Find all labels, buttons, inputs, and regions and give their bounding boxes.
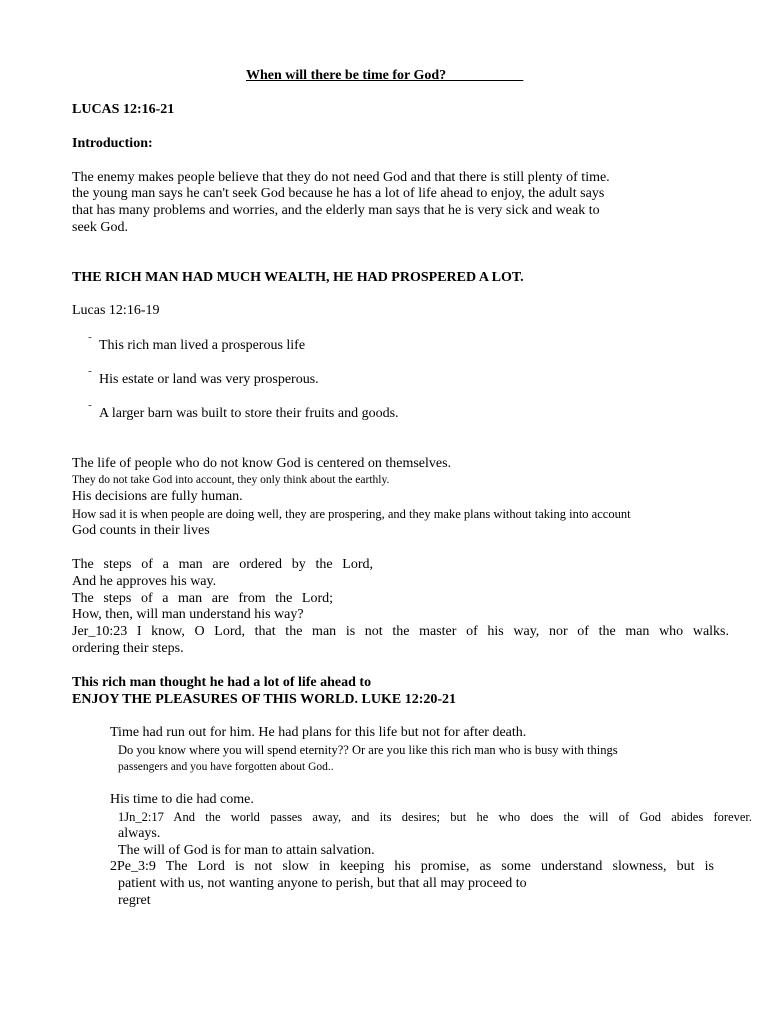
intro-line: that has many problems and worries, and the elderly man says that he is very sick and weak to <box>72 203 600 218</box>
list-item-main: 2Pe_3:9 The Lord is not slow in keeping his promise, as some understand slowness, but is <box>110 859 714 874</box>
list-item-sub: The will of God is for man to attain salvation. <box>118 843 375 858</box>
bullet-marker: ˜ <box>88 335 92 347</box>
section2-heading-line: ENJOY THE PLEASURES OF THIS WORLD. LUKE 12:20-21 <box>72 692 457 707</box>
scripture-reference: LUCAS 12:16-21 <box>72 102 175 117</box>
intro-line: The enemy makes people believe that they do not need God and that there is still plenty of time. <box>72 170 610 185</box>
bullet-item: This rich man lived a prosperous life <box>99 338 306 353</box>
paragraph-line: They do not take God into account, they only think about the earthly. <box>72 474 390 486</box>
paragraph-line: How sad it is when people are doing well, they are prospering, and they make plans without taking into account <box>72 507 631 521</box>
section2-heading-line: This rich man thought he had a lot of life ahead to <box>72 675 372 690</box>
document-title <box>246 68 523 84</box>
bullet-item: His estate or land was very prosperous. <box>99 372 319 387</box>
list-item-sub: patient with us, not wanting anyone to perish, but that all may proceed to <box>118 876 527 891</box>
verse-line: The steps of a man are ordered by the Lord, <box>72 557 373 572</box>
list-item-main: Time had run out for him. He had plans for this life but not for after death. <box>110 725 527 740</box>
bullet-item: A larger barn was built to store their fruits and goods. <box>99 406 399 421</box>
verse-line: And he approves his way. <box>72 574 217 589</box>
verse-line: Jer_10:23 I know, O Lord, that the man is not the master of his way, nor of the man who walks. <box>72 624 729 639</box>
verse-line: ordering their steps. <box>72 641 184 656</box>
list-item-sub: always. <box>118 826 161 841</box>
title-underline-trail: ___________ <box>446 68 524 83</box>
intro-line: seek God. <box>72 220 128 235</box>
verse-line: How, then, will man understand his way? <box>72 607 304 622</box>
intro-line: the young man says he can't seek God because he has a lot of life ahead to enjoy, the adult says <box>72 186 605 201</box>
list-item-sub: 1Jn_2:17 And the world passes away, and its desires; but he who does the will of God abides forever. <box>118 810 752 824</box>
bullet-marker: ˜ <box>88 403 92 415</box>
intro-heading: Introduction: <box>72 136 153 151</box>
list-item-sub: Do you know where you will spend eternity?? Or are you like this rich man who is busy with things <box>118 743 618 757</box>
section1-reference: Lucas 12:16-19 <box>72 303 160 318</box>
verse-line: The steps of a man are from the Lord; <box>72 591 333 606</box>
paragraph-line: His decisions are fully human. <box>72 489 243 504</box>
bullet-marker: ˜ <box>88 369 92 381</box>
list-item-sub: passengers and you have forgotten about God.. <box>118 761 334 773</box>
section1-heading: THE RICH MAN HAD MUCH WEALTH, HE HAD PROSPERED A LOT. <box>72 270 524 285</box>
title-text: When will there be time for God? <box>246 68 447 83</box>
paragraph-line: God counts in their lives <box>72 523 210 538</box>
list-item-sub: regret <box>118 893 151 908</box>
paragraph-line: The life of people who do not know God is centered on themselves. <box>72 456 452 471</box>
list-item-main: His time to die had come. <box>110 792 254 807</box>
